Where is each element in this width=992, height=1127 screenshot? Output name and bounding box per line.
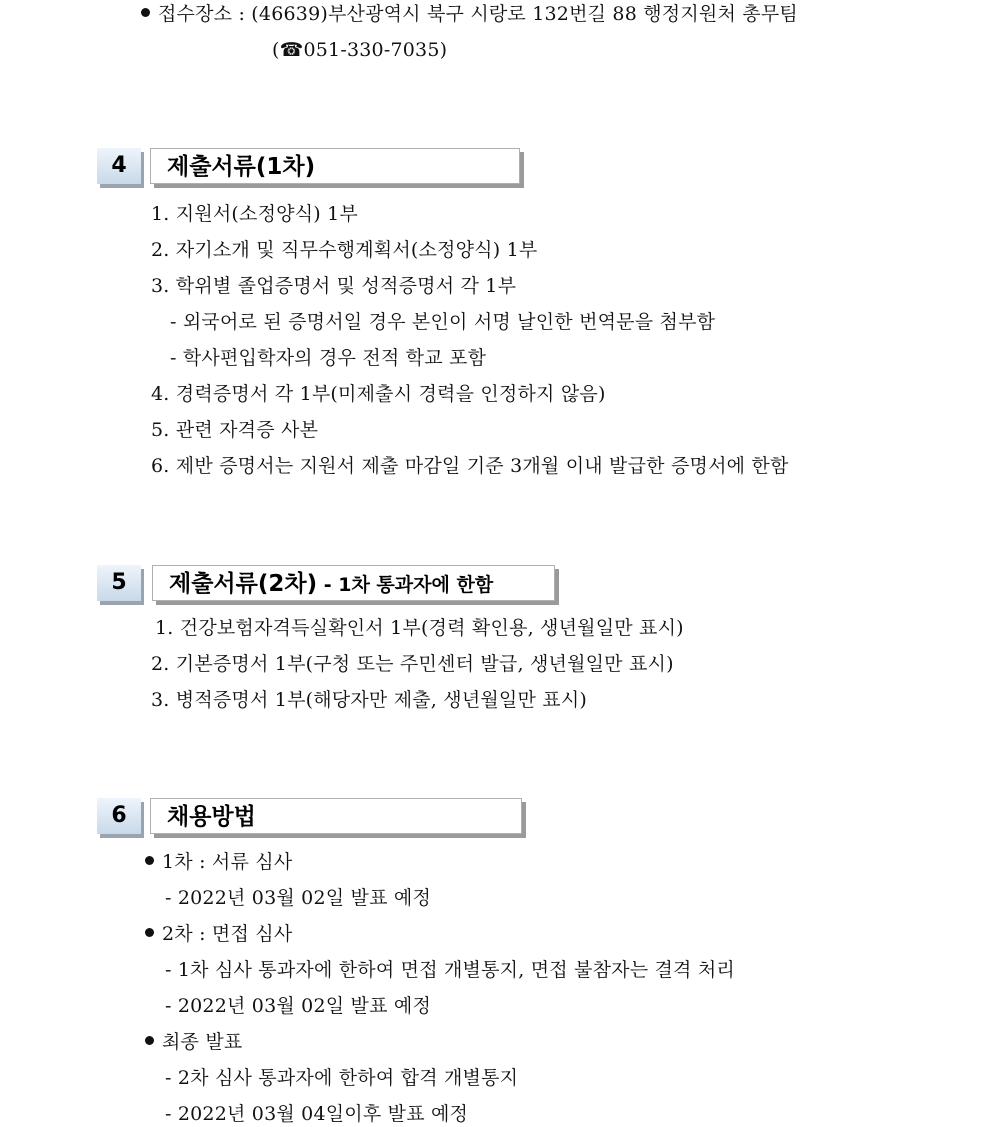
section-5-title	[152, 565, 555, 601]
section-6-stage-1-detail: - 2022년 03월 02일 발표 예정	[165, 887, 432, 909]
bullet-icon	[141, 8, 150, 17]
section-5-item-1: 1. 건강보험자격득실확인서 1부(경력 확인용, 생년월일만 표시)	[155, 617, 684, 639]
reception-text: 접수장소 : (46639)부산광역시 북구 시랑로 132번길 88 행정지원처 총무팀	[158, 3, 798, 25]
section-6-stage-1	[145, 850, 292, 874]
section-4-item-5: 5. 관련 자격증 사본	[151, 419, 319, 441]
stage-1-text: 1차 : 서류 심사	[162, 851, 293, 873]
section-6-final	[145, 1030, 242, 1054]
section-4-item-3-note-1: - 외국어로 된 증명서일 경우 본인이 서명 날인한 번역문을 첨부함	[170, 311, 716, 333]
section-5-title-main: 제출서류(2차)	[169, 571, 318, 597]
section-4-item-3-note-2: - 학사편입학자의 경우 전적 학교 포함	[170, 347, 487, 369]
section-4-item-3: 3. 학위별 졸업증명서 및 성적증명서 각 1부	[151, 275, 517, 297]
reception-phone: (☎051-330-7035)	[272, 39, 448, 61]
section-6-final-detail-2: - 2022년 03월 04일이후 발표 예정	[165, 1103, 469, 1125]
final-text: 최종 발표	[162, 1031, 243, 1053]
section-6-number: 6	[97, 798, 141, 834]
section-4-item-6: 6. 제반 증명서는 지원서 제출 마감일 기준 3개월 이내 발급한 증명서에 한함	[151, 455, 789, 477]
section-4-title: 제출서류(1차)	[150, 148, 520, 184]
section-6-stage-2	[145, 922, 292, 946]
section-5-title-sub: - 1차 통과자에 한함	[317, 574, 494, 596]
stage-2-text: 2차 : 면접 심사	[162, 923, 293, 945]
section-4-item-2: 2. 자기소개 및 직무수행계획서(소정양식) 1부	[151, 239, 538, 261]
section-6-stage-2-detail-2: - 2022년 03월 02일 발표 예정	[165, 995, 432, 1017]
bullet-icon	[145, 856, 154, 865]
section-4-number: 4	[97, 148, 141, 184]
section-6-title: 채용방법	[150, 798, 522, 834]
bullet-icon	[145, 928, 154, 937]
section-5-number: 5	[97, 565, 141, 601]
section-4-item-1: 1. 지원서(소정양식) 1부	[151, 203, 358, 225]
section-5-item-3: 3. 병적증명서 1부(해당자만 제출, 생년월일만 표시)	[151, 689, 588, 711]
section-5-item-2: 2. 기본증명서 1부(구청 또는 주민센터 발급, 생년월일만 표시)	[151, 653, 674, 675]
reception-line	[141, 2, 798, 26]
bullet-icon	[145, 1036, 154, 1045]
section-6-final-detail-1: - 2차 심사 통과자에 한하여 합격 개별통지	[165, 1067, 519, 1089]
section-6-stage-2-detail-1: - 1차 심사 통과자에 한하여 면접 개별통지, 면접 불참자는 결격 처리	[165, 959, 735, 981]
section-4-item-4: 4. 경력증명서 각 1부(미제출시 경력을 인정하지 않음)	[151, 383, 606, 405]
